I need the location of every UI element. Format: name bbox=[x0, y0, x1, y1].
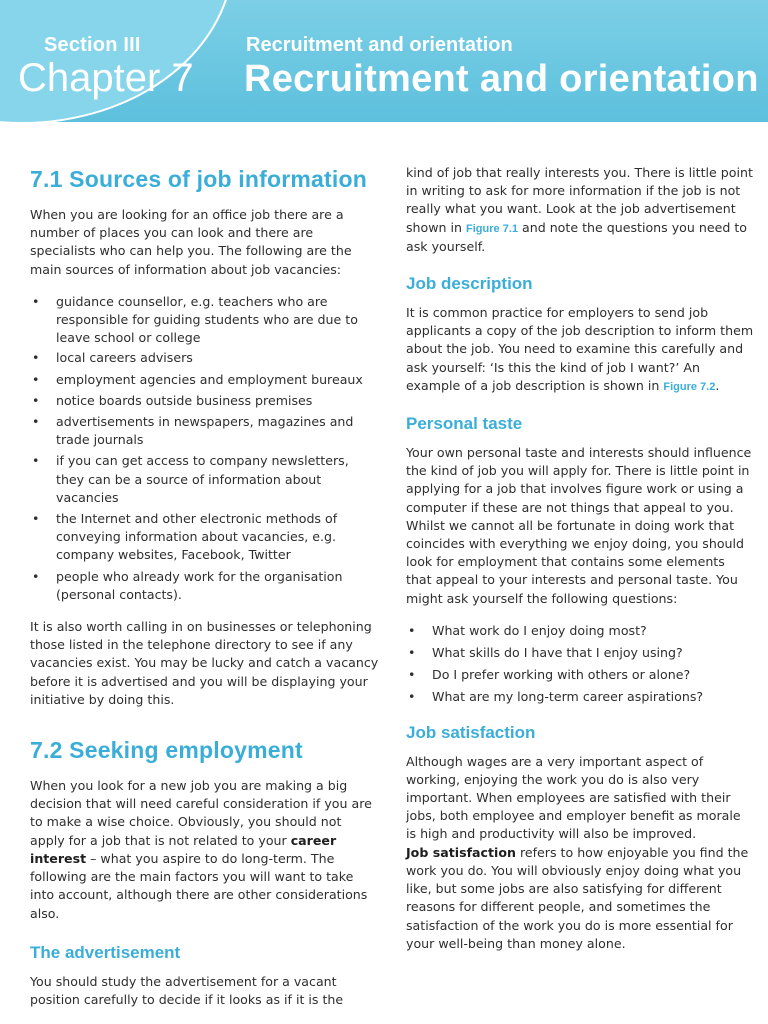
bullet-icon: • bbox=[32, 414, 40, 430]
job-satisfaction-term: Job satisfaction bbox=[406, 844, 516, 860]
list-item-text: employment agencies and employment bureaux bbox=[56, 371, 363, 387]
section-heading-7-1: 7.1 Sources of job information bbox=[30, 166, 367, 192]
advertisement-paragraph-cont bbox=[406, 164, 754, 256]
list-item bbox=[406, 622, 754, 640]
advert-text: kind of job that really interests you. There is little point in writing to ask for more information if the job is not really what you want. Look at the job advertisement shown in bbox=[406, 165, 753, 235]
satisfaction-text: Although wages are a very important aspect of working, enjoying the work you do is also very important. When employees are satisfied with their jobs, both employee and employer benefit as morale is high and productivity will also be improved. bbox=[406, 753, 741, 842]
figure-reference[interactable]: Figure 7.2 bbox=[663, 380, 716, 393]
bullet-icon: • bbox=[408, 667, 416, 683]
list-item-text: people who already work for the organisation (personal contacts). bbox=[56, 568, 343, 602]
career-interest-term: career interest bbox=[30, 832, 337, 866]
list-item bbox=[406, 666, 754, 684]
bullet-icon: • bbox=[32, 568, 40, 584]
header-title: Recruitment and orientation bbox=[244, 58, 759, 100]
bullet-icon: • bbox=[32, 293, 40, 309]
job-description-paragraph bbox=[406, 304, 754, 396]
list-item-text: if you can get access to company newsletters, they can be a source of information about vacancies bbox=[56, 453, 349, 505]
list-item bbox=[30, 392, 380, 410]
section-heading-7-2: 7.2 Seeking employment bbox=[30, 737, 303, 764]
list-item-text: local careers advisers bbox=[56, 350, 193, 366]
bullet-icon: • bbox=[408, 622, 416, 638]
seeking-paragraph bbox=[30, 777, 380, 923]
list-item-text: What skills do I have that I enjoy using? bbox=[432, 645, 683, 661]
figure-reference[interactable]: Figure 7.1 bbox=[466, 222, 518, 235]
bullet-icon: • bbox=[32, 350, 40, 366]
bullet-icon: • bbox=[408, 689, 416, 705]
list-item bbox=[30, 510, 380, 565]
job-description-heading: Job description bbox=[406, 274, 533, 294]
seeking-text: When you look for a new job you are making a big decision that will need careful consideration if you are to make a wise choice. Obviously, you should not apply for a job that is not related to your bbox=[30, 778, 372, 848]
chapter-header bbox=[0, 0, 768, 122]
satisfaction-text-cont: refers to how enjoyable you find the work you do. You will obviously enjoy doing what you like, but some jobs are also satisfying for different reasons for different people, and sometimes the satisfaction of the work you do is more essential for your well-being than money alone. bbox=[406, 844, 749, 951]
advertisement-heading: The advertisement bbox=[30, 942, 181, 962]
list-item-text: the Internet and other electronic methods of conveying information about vacancies, e.g. company websites, Facebook, Twitter bbox=[56, 511, 338, 563]
personal-taste-heading: Personal taste bbox=[406, 414, 523, 434]
header-subtitle: Recruitment and orientation bbox=[246, 34, 513, 56]
bullet-icon: • bbox=[32, 371, 40, 387]
left-column bbox=[30, 160, 380, 1009]
list-item bbox=[30, 452, 380, 507]
seeking-text-cont: – what you aspire to do long-term. The following are the main factors you will want to take into account, although there are other considerations also. bbox=[30, 850, 368, 921]
intro-paragraph: When you are looking for an office job there are a number of places you can look and there are specialists who can help you. The following are the main sources of information about job vacancies: bbox=[30, 207, 352, 277]
bullet-icon: • bbox=[32, 453, 40, 469]
bullet-icon: • bbox=[408, 645, 416, 661]
advertisement-paragraph: You should study the advertisement for a vacant position carefully to decide if it looks as if it is the bbox=[30, 973, 344, 1007]
section-label: Section III bbox=[44, 34, 141, 56]
list-item bbox=[406, 644, 754, 662]
jobdesc-text-cont: . bbox=[715, 377, 720, 393]
list-item-text: guidance counsellor, e.g. teachers who are responsible for guiding students who are due to leave school or college bbox=[56, 293, 358, 346]
right-column bbox=[406, 164, 754, 953]
list-item bbox=[30, 568, 380, 604]
job-satisfaction-paragraph bbox=[406, 753, 754, 953]
chapter-label: Chapter 7 bbox=[18, 56, 194, 100]
bullet-icon: • bbox=[32, 392, 40, 408]
list-item bbox=[30, 349, 380, 367]
list-item-text: Do I prefer working with others or alone? bbox=[432, 667, 691, 683]
sources-list bbox=[30, 293, 380, 604]
questions-list bbox=[406, 622, 754, 707]
list-item-text: What work do I enjoy doing most? bbox=[432, 622, 647, 638]
list-item-text: What are my long-term career aspirations? bbox=[432, 689, 704, 705]
list-item-text: advertisements in newspapers, magazines and trade journals bbox=[56, 414, 354, 448]
personal-taste-paragraph: Your own personal taste and interests should influence the kind of job you will apply for. There is little point in applying for a job that involves figure work or using a computer if these are not things that appeal to you. Whilst we cannot all be fortunate in doing work that coincides with everything we enjoy doing, you should look for employment that contains some elements that appeal to your interests and personal taste. You might ask yourself the following questions: bbox=[406, 445, 752, 606]
list-item bbox=[406, 688, 754, 706]
list-item-text: notice boards outside business premises bbox=[56, 392, 313, 408]
list-item bbox=[30, 413, 380, 449]
jobdesc-text: It is common practice for employers to send job applicants a copy of the job description to inform them about the job. You need to examine this carefully and ask yourself: ‘Is this the kind of job I want?’ An example of a job description is shown in bbox=[406, 305, 754, 393]
list-item bbox=[30, 371, 380, 389]
advert-text-cont: and note the questions you need to ask yourself. bbox=[406, 219, 747, 254]
bullet-icon: • bbox=[32, 511, 40, 527]
outro-paragraph: It is also worth calling in on businesses or telephoning those listed in the telephone directory to see if any vacancies exist. You may be lucky and catch a vacancy before it is advertised and you will be displaying your initiative by doing this. bbox=[30, 619, 379, 707]
list-item bbox=[30, 293, 380, 348]
job-satisfaction-heading: Job satisfaction bbox=[406, 722, 536, 742]
